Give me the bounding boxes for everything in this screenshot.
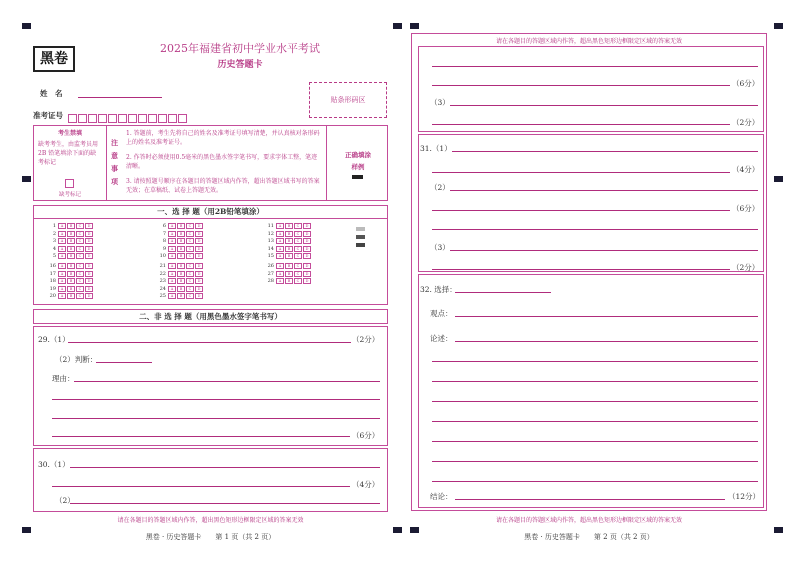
mc-option-bubble[interactable]: C (186, 271, 194, 277)
mc-option-bubble[interactable]: A (58, 286, 66, 292)
mc-question-row (158, 253, 204, 259)
q32-view-label: 观点： (430, 309, 453, 318)
mc-option-bubble[interactable]: C (76, 271, 84, 277)
q30-answer-line[interactable] (432, 66, 758, 67)
mc-option-bubble[interactable]: B (67, 263, 75, 269)
mc-question-row (158, 293, 204, 299)
mc-option-bubble[interactable]: D (303, 253, 311, 259)
q32-view-line[interactable] (455, 316, 758, 317)
barcode-label: 贴条形码区 (330, 96, 366, 104)
mc-question-number: 26 (267, 263, 274, 269)
mc-option-bubble[interactable]: C (76, 231, 84, 237)
timing-mark (22, 176, 31, 182)
q32-argument-label: 论述： (430, 334, 453, 343)
mc-option-bubble[interactable]: C (76, 238, 84, 244)
notes-title: 注意事项 (111, 138, 118, 186)
mc-option-bubble[interactable]: C (186, 223, 194, 229)
q32-answer-line[interactable] (455, 341, 758, 342)
mc-option-bubble[interactable]: A (58, 293, 66, 299)
mc-option-bubble[interactable]: B (177, 246, 185, 252)
mc-option-bubble[interactable]: B (67, 238, 75, 244)
mc-option-bubble[interactable]: D (195, 253, 203, 259)
mc-option-bubble[interactable]: D (303, 278, 311, 284)
mc-option-bubble[interactable]: C (76, 278, 84, 284)
mc-option-bubble[interactable]: A (276, 253, 284, 259)
mc-question-number: 8 (162, 238, 166, 244)
filled-bubble-example (352, 175, 363, 179)
q31-1-label: 31.（1） (420, 144, 452, 153)
timing-mark (393, 527, 402, 533)
q30-3-label: （3） (430, 98, 450, 107)
mc-question-number: 6 (162, 223, 166, 229)
q32-box (418, 274, 764, 508)
mc-option-bubble[interactable]: A (168, 223, 176, 229)
q30-1-label: 30.（1） (38, 460, 70, 469)
mc-question-number: 17 (49, 270, 56, 277)
mc-question-row (48, 238, 94, 244)
mc-option-bubble[interactable]: D (85, 223, 93, 229)
q30-1-score: （4分） (352, 480, 380, 489)
mc-question-number: 21 (159, 263, 166, 269)
mc-option-bubble[interactable]: A (58, 278, 66, 284)
fill-sample-dark (356, 243, 365, 247)
mc-option-bubble[interactable]: D (85, 293, 93, 299)
name-field[interactable] (78, 97, 162, 98)
boundary-notice: 请在各题目的答题区域内作答，超出黑色矩形边框限定区域的答案无效 (117, 517, 304, 524)
id-label: 准考证号 (33, 111, 63, 120)
mc-question-number: 4 (52, 245, 56, 252)
q29-reason-label: 理由： (52, 374, 75, 383)
mc-option-bubble[interactable]: B (285, 223, 293, 229)
q30-3-score: （2分） (732, 118, 760, 127)
mc-option-bubble[interactable]: B (285, 253, 293, 259)
q32-answer-line[interactable] (432, 481, 758, 482)
mc-option-bubble[interactable]: A (276, 263, 284, 269)
mc-question-row (158, 238, 204, 244)
mc-question-number: 5 (52, 253, 56, 259)
mc-option-bubble[interactable]: D (195, 293, 203, 299)
mc-option-bubble[interactable]: D (85, 238, 93, 244)
mc-question-row (158, 263, 204, 269)
mc-question-row (266, 246, 312, 252)
section1-title: 一、选 择 题（用2B铅笔填涂） (157, 207, 264, 216)
q31-2-score: （6分） (732, 204, 760, 213)
mc-question-number: 20 (49, 293, 56, 299)
barcode-area (309, 82, 387, 118)
mc-question-row (48, 286, 94, 292)
mc-option-bubble[interactable]: A (276, 223, 284, 229)
name-label: 姓 名 (40, 89, 63, 98)
mc-option-bubble[interactable]: B (285, 231, 293, 237)
mc-question-number: 19 (49, 285, 56, 292)
timing-mark (410, 23, 419, 29)
mc-option-bubble[interactable]: D (85, 246, 93, 252)
mc-question-row (48, 271, 94, 277)
mc-question-row (48, 253, 94, 259)
mc-option-bubble[interactable]: B (177, 271, 185, 277)
mc-question-row (266, 231, 312, 237)
mc-question-number: 28 (267, 278, 274, 284)
boundary-notice: 请在各题目的答题区域内作答，超出黑色矩形边框限定区域的答案无效 (495, 517, 682, 524)
mc-question-row (48, 278, 94, 284)
section2-title: 二、非 选 择 题（用黑色墨水签字笔书写） (139, 312, 282, 321)
mc-question-number: 7 (162, 230, 166, 237)
mc-option-bubble[interactable]: C (186, 278, 194, 284)
mc-option-bubble[interactable]: C (76, 246, 84, 252)
mc-option-bubble[interactable]: C (76, 293, 84, 299)
timing-mark (774, 176, 783, 182)
timing-mark (774, 527, 783, 533)
mc-question-number: 16 (49, 263, 56, 269)
fill-sample-light (356, 227, 365, 231)
mc-option-bubble[interactable]: A (276, 238, 284, 244)
mc-option-bubble[interactable]: B (285, 246, 293, 252)
mc-option-bubble[interactable]: A (168, 278, 176, 284)
mc-option-bubble[interactable]: A (58, 246, 66, 252)
mc-option-bubble[interactable]: C (76, 223, 84, 229)
mc-option-bubble[interactable]: C (186, 253, 194, 259)
mc-option-bubble[interactable]: C (186, 246, 194, 252)
mc-option-bubble[interactable]: B (67, 286, 75, 292)
mc-option-bubble[interactable]: C (294, 231, 302, 237)
exam-title: 2025年福建省初中学业水平考试 (160, 42, 320, 55)
mc-option-bubble[interactable]: D (85, 286, 93, 292)
mc-option-bubble[interactable]: C (186, 238, 194, 244)
absent-mark-label: 缺考标记 (58, 192, 81, 198)
mc-option-bubble[interactable]: A (58, 223, 66, 229)
q32-conclusion-label: 结论： (430, 492, 453, 501)
q31-answer-line[interactable] (432, 210, 730, 211)
mc-question-row (48, 223, 94, 229)
q29-answer-line[interactable] (52, 399, 380, 400)
q31-answer-line[interactable] (450, 250, 758, 251)
mc-option-bubble[interactable]: A (168, 286, 176, 292)
mc-option-bubble[interactable]: B (177, 286, 185, 292)
mc-option-bubble[interactable]: D (303, 246, 311, 252)
mc-question-number: 25 (159, 293, 166, 299)
mc-option-bubble[interactable]: D (85, 271, 93, 277)
mc-option-bubble[interactable]: D (85, 231, 93, 237)
mc-option-bubble[interactable]: B (177, 293, 185, 299)
mc-option-bubble[interactable]: B (285, 238, 293, 244)
q29-answer-line[interactable] (52, 418, 380, 419)
mc-question-row (266, 278, 312, 284)
instruction-item-2: 2. 作答时必须使用0.5毫米的黑色墨水签字笔书写，要求字体工整，笔迹清晰。 (126, 154, 318, 170)
q32-answer-line[interactable] (432, 461, 758, 462)
mc-option-bubble[interactable]: B (67, 231, 75, 237)
q30-answer-line[interactable] (432, 124, 730, 125)
q32-conclusion-line[interactable] (455, 499, 725, 500)
mc-option-bubble[interactable]: D (85, 253, 93, 259)
mc-question-number: 24 (159, 285, 166, 292)
mc-question-number: 15 (267, 253, 274, 259)
boundary-notice: 请在各题目的答题区域内作答，超出黑色矩形边框限定区域的答案无效 (495, 38, 682, 45)
answer-card-title: 历史答题卡 (217, 60, 263, 70)
q31-answer-line[interactable] (432, 269, 730, 270)
q30-2-score: （6分） (732, 79, 760, 88)
correct-fill-sample: 样例 (351, 163, 365, 171)
mc-question-number: 12 (267, 230, 274, 237)
mc-question-row (266, 223, 312, 229)
q29-score: （6分） (352, 431, 380, 440)
q31-answer-line[interactable] (452, 151, 758, 152)
mc-question-row (266, 271, 312, 277)
mc-option-bubble[interactable]: D (303, 231, 311, 237)
mc-option-bubble[interactable]: D (85, 263, 93, 269)
mc-option-bubble[interactable]: A (276, 271, 284, 277)
mc-option-bubble[interactable]: D (195, 246, 203, 252)
mc-option-bubble[interactable]: D (303, 271, 311, 277)
mc-option-bubble[interactable]: D (303, 223, 311, 229)
q31-answer-line[interactable] (450, 190, 758, 191)
mc-option-bubble[interactable]: B (67, 253, 75, 259)
mc-option-bubble[interactable]: A (168, 231, 176, 237)
page-footer-right: 黑卷 · 历史答题卡 第 2 页（共 2 页） (524, 533, 654, 541)
mc-option-bubble[interactable]: D (195, 271, 203, 277)
mc-option-bubble[interactable]: C (76, 286, 84, 292)
mc-question-number: 11 (267, 223, 274, 229)
mc-option-bubble[interactable]: C (186, 231, 194, 237)
q29-1-label: 29.（1） (38, 335, 70, 344)
mc-question-number: 18 (49, 278, 56, 284)
timing-mark (22, 23, 31, 29)
mc-option-bubble[interactable]: B (177, 238, 185, 244)
mc-option-bubble[interactable]: C (294, 253, 302, 259)
mc-option-bubble[interactable]: B (177, 263, 185, 269)
q30-answer-line[interactable] (70, 503, 380, 504)
mc-option-bubble[interactable]: C (294, 223, 302, 229)
timing-mark (393, 23, 402, 29)
instructions-box (33, 125, 388, 201)
mc-question-number: 14 (267, 245, 274, 252)
q29-judgment-line[interactable] (96, 362, 152, 363)
mc-option-bubble[interactable]: C (76, 253, 84, 259)
exam-staff-only-title: 考生禁填 (57, 130, 82, 137)
mc-option-bubble[interactable]: A (276, 278, 284, 284)
q32-answer-line[interactable] (432, 381, 758, 382)
mc-question-row (48, 231, 94, 237)
q29-1-answer-line[interactable] (68, 342, 351, 343)
q30-answer-line[interactable] (52, 486, 350, 487)
q32-answer-line[interactable] (432, 441, 758, 442)
q29-reason-line[interactable] (74, 381, 380, 382)
mc-question-number: 3 (52, 238, 56, 244)
mc-option-bubble[interactable]: C (294, 263, 302, 269)
mc-question-number: 23 (159, 278, 166, 284)
mc-option-bubble[interactable]: B (67, 246, 75, 252)
mc-option-bubble[interactable]: D (85, 278, 93, 284)
mc-option-bubble[interactable]: A (168, 238, 176, 244)
mc-option-bubble[interactable]: A (276, 246, 284, 252)
mc-option-bubble[interactable]: A (168, 246, 176, 252)
mc-option-bubble[interactable]: C (76, 263, 84, 269)
mc-question-number: 13 (267, 238, 274, 244)
absent-instruction: 缺考考生，由监考员用 2B 铅笔填涂下面的缺考标记 (38, 141, 99, 166)
mc-option-bubble[interactable]: A (58, 238, 66, 244)
mc-option-bubble[interactable]: C (186, 293, 194, 299)
q31-2-label: （2） (430, 183, 450, 192)
mc-question-number: 2 (52, 230, 56, 237)
q32-choice-label: 32. 选择： (420, 285, 457, 294)
q29-box (33, 326, 388, 446)
mc-option-bubble[interactable]: A (168, 293, 176, 299)
q30-continued-box (418, 46, 764, 132)
timing-mark (22, 527, 31, 533)
q31-3-score: （2分） (732, 263, 760, 272)
mc-option-bubble[interactable]: B (177, 223, 185, 229)
instruction-item-3: 3. 请按照题号顺序在各题目的答题区域内作答，超出答题区域书写的答案无效；在草稿纸、试卷上答题无效。 (126, 178, 320, 194)
mc-option-bubble[interactable]: C (294, 271, 302, 277)
mc-option-bubble[interactable]: A (58, 271, 66, 277)
q32-score: （12分） (728, 492, 761, 501)
mc-option-bubble[interactable]: A (58, 231, 66, 237)
q29-answer-line[interactable] (52, 436, 350, 437)
mc-option-bubble[interactable]: B (67, 278, 75, 284)
mc-option-bubble[interactable]: B (285, 271, 293, 277)
mc-question-row (158, 286, 204, 292)
mc-option-bubble[interactable]: D (195, 231, 203, 237)
mc-option-bubble[interactable]: A (168, 263, 176, 269)
mc-question-row (158, 246, 204, 252)
absent-checkbox[interactable] (65, 179, 74, 188)
mc-option-bubble[interactable]: B (285, 278, 293, 284)
q30-answer-line[interactable] (70, 467, 380, 468)
q31-box (418, 134, 764, 272)
mc-question-row (158, 271, 204, 277)
mc-option-bubble[interactable]: D (195, 238, 203, 244)
mc-question-row (48, 246, 94, 252)
mc-option-bubble[interactable]: C (294, 238, 302, 244)
mc-question-row (158, 231, 204, 237)
mc-option-bubble[interactable]: A (168, 271, 176, 277)
mc-question-number: 22 (159, 270, 166, 277)
fill-sample-medium (356, 235, 365, 239)
correct-fill-title: 正确填涂 (345, 151, 371, 159)
q30-answer-line[interactable] (432, 85, 730, 86)
q30-answer-line[interactable] (450, 105, 758, 106)
mc-option-bubble[interactable]: D (195, 278, 203, 284)
mc-option-bubble[interactable]: C (186, 286, 194, 292)
q32-choice-line[interactable] (455, 292, 551, 293)
timing-mark (774, 23, 783, 29)
q30-2-label: （2） (55, 496, 75, 505)
mc-option-bubble[interactable]: D (195, 223, 203, 229)
q29-2-label: （2）判断： (55, 355, 98, 364)
mc-option-bubble[interactable]: B (177, 253, 185, 259)
section2-header (33, 309, 388, 324)
mc-option-bubble[interactable]: C (294, 278, 302, 284)
mc-option-bubble[interactable]: B (67, 271, 75, 277)
mc-question-row (48, 263, 94, 269)
mc-option-bubble[interactable]: C (186, 263, 194, 269)
q31-1-score: （4分） (732, 165, 760, 174)
mc-option-bubble[interactable]: D (303, 263, 311, 269)
q31-answer-line[interactable] (432, 229, 758, 230)
mc-question-row (48, 293, 94, 299)
mc-question-number: 9 (162, 245, 166, 252)
mc-option-bubble[interactable]: B (67, 223, 75, 229)
mc-question-row (158, 223, 204, 229)
mc-question-row (266, 238, 312, 244)
mc-option-bubble[interactable]: A (58, 253, 66, 259)
q32-answer-line[interactable] (432, 401, 758, 402)
mc-option-bubble[interactable]: A (58, 263, 66, 269)
q31-3-label: （3） (430, 243, 450, 252)
multiple-choice-section (33, 205, 388, 305)
mc-question-number: 27 (267, 270, 274, 277)
mc-option-bubble[interactable]: A (168, 253, 176, 259)
mc-question-row (266, 253, 312, 259)
q32-answer-line[interactable] (432, 361, 758, 362)
mc-option-bubble[interactable]: B (67, 293, 75, 299)
mc-option-bubble[interactable]: B (285, 263, 293, 269)
q29-1-score: （2分） (352, 335, 380, 344)
exam-badge: 黑卷 (33, 46, 75, 72)
mc-option-bubble[interactable]: B (177, 231, 185, 237)
mc-option-bubble[interactable]: D (195, 286, 203, 292)
instruction-item-1: 1. 答题前，考生先将自己的姓名及准考证号填写清楚，并认真核对条形码上的姓名及准考证号。 (126, 130, 320, 146)
mc-option-bubble[interactable]: C (294, 246, 302, 252)
mc-question-number: 1 (52, 223, 56, 229)
mc-question-row (158, 278, 204, 284)
mc-option-bubble[interactable]: D (303, 238, 311, 244)
mc-option-bubble[interactable]: A (276, 231, 284, 237)
page-footer-left: 黑卷 · 历史答题卡 第 1 页（共 2 页） (145, 533, 276, 541)
q31-answer-line[interactable] (432, 172, 730, 173)
q32-answer-line[interactable] (432, 421, 758, 422)
mc-question-number: 10 (159, 253, 166, 259)
mc-option-bubble[interactable]: B (177, 278, 185, 284)
mc-question-row (266, 263, 312, 269)
mc-option-bubble[interactable]: D (195, 263, 203, 269)
